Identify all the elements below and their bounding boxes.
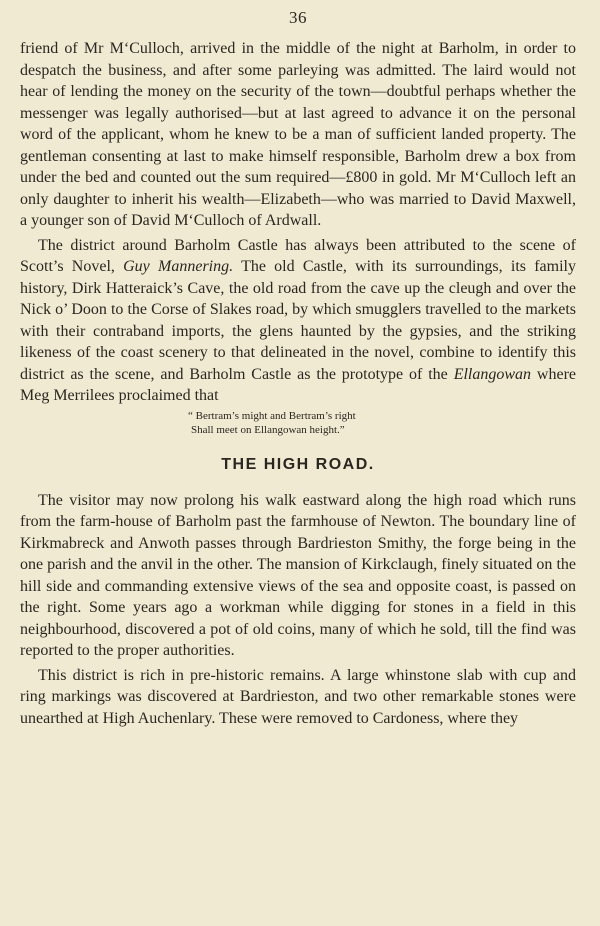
paragraph-text: The district around Barholm Castle has always been attributed to the scene of Scott’s Novel,	[20, 236, 576, 275]
paragraph-guy-mannering	[20, 235, 576, 407]
verse-quote	[188, 409, 576, 437]
place-name: Ellangowan	[453, 365, 532, 383]
page-number: 36	[289, 8, 307, 27]
paragraph-text: where Meg Merrilees proclaimed that	[20, 365, 577, 404]
paragraph-prehistoric: This district is rich in pre-historic remains. A large whinstone slab with cup and ring markings was discovered at Bardrieston, and two other remarkable stones were unearthed at High Auchenlary. These were removed to Cardoness, where they	[20, 666, 576, 727]
verse-line: Shall meet on Ellangowan height.”	[191, 423, 345, 436]
verse-line: “ Bertram’s might and Bertram’s right	[188, 409, 356, 422]
section-heading: THE HIGH ROAD.	[221, 455, 375, 473]
paragraph-text: The old Castle, with its surroundings, its family history, Dirk Hatteraick’s Cave, the old road from the cave up the cleugh and over the Nick o’ Doon to the Corse of Slakes road, by which smugglers travelled to the markets with their contraband imports, the glens haunted by the gypsies, and the striking likeness of the coast scenery to that delineated in the novel, combine to identify this district as the scene, and Barholm Castle as the prototype of the	[20, 258, 576, 383]
paragraph-barholm-loan: friend of Mr M‘Culloch, arrived in the middle of the night at Barholm, in order to despatch the business, and after some parleying was admitted. The laird would not hear of lending the money on the security of the town—doubtful perhaps whether the messenger was legally authorised—but at last agreed to advance it on the personal word of the applicant, whom he knew to be a man of sufficient landed property. The gentleman consenting at last to make himself responsible, Barholm drew a box from under the bed and counted out the sum required—£800 in gold. Mr M‘Culloch left an only daughter to inherit his wealth—Elizabeth—who was married to David Maxwell, a younger son of David M‘Culloch of Ardwall.	[20, 40, 576, 229]
novel-title: Guy Mannering.	[123, 258, 234, 275]
paragraph-high-road: The visitor may now prolong his walk eastward along the high road which runs from the farm-house of Barholm past the farmhouse of Newton. The boundary line of Kirkmabreck and Anwoth passes through Bardrieston Smithy, the forge being in the one parish and the anvil in the other. The mansion of Kirkclaugh, finely situated on the hill side and commanding extensive views of the sea and opposite coast, is passed on the right. Some years ago a workman while digging for stones in a field in this neighbourhood, discovered a pot of old coins, many of which he sold, till the find was reported to the proper authorities.	[20, 491, 576, 659]
